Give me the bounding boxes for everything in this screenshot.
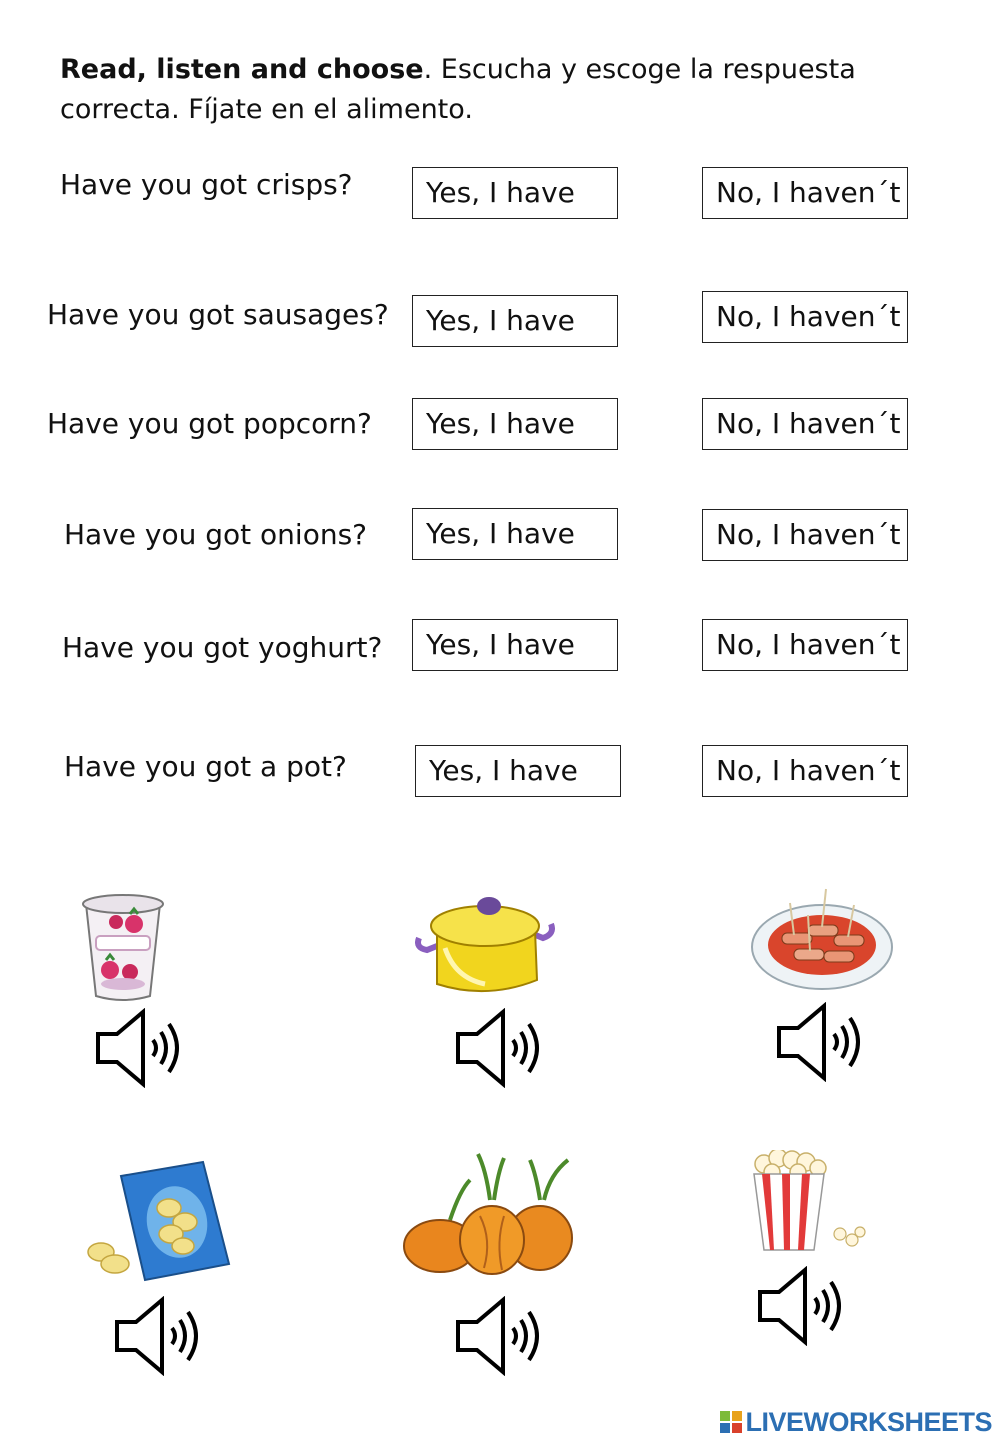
- answer-no-pot[interactable]: No, I haven´t: [702, 745, 908, 797]
- sausages-icon: [750, 885, 895, 995]
- answer-no-popcorn[interactable]: No, I haven´t: [702, 398, 908, 450]
- answer-yes-crisps[interactable]: Yes, I have: [412, 167, 618, 219]
- pot-icon: [415, 888, 555, 1000]
- question-sausages: Have you got sausages?: [47, 298, 389, 331]
- yoghurt-icon: [78, 892, 168, 1004]
- answer-yes-yoghurt[interactable]: Yes, I have: [412, 619, 618, 671]
- logo-mark-icon: [720, 1411, 742, 1433]
- speaker-icon-yoghurt[interactable]: [95, 1008, 185, 1088]
- question-popcorn: Have you got popcorn?: [47, 407, 372, 440]
- question-pot: Have you got a pot?: [64, 750, 347, 783]
- question-crisps: Have you got crisps?: [60, 168, 353, 201]
- answer-no-onions[interactable]: No, I haven´t: [702, 509, 908, 561]
- speaker-icon-onions[interactable]: [455, 1296, 545, 1376]
- liveworksheets-logo[interactable]: [720, 1407, 992, 1437]
- answer-no-crisps[interactable]: No, I haven´t: [702, 167, 908, 219]
- crisps-icon: [85, 1160, 233, 1282]
- answer-no-sausages[interactable]: No, I haven´t: [702, 291, 908, 343]
- answer-yes-pot[interactable]: Yes, I have: [415, 745, 621, 797]
- answer-yes-onions[interactable]: Yes, I have: [412, 508, 618, 560]
- speaker-icon-pot[interactable]: [455, 1008, 545, 1088]
- answer-no-yoghurt[interactable]: No, I haven´t: [702, 619, 908, 671]
- speaker-icon-sausages[interactable]: [776, 1002, 866, 1082]
- speaker-icon-crisps[interactable]: [114, 1296, 204, 1376]
- instructions-text: . Escucha y escoge la respuesta correcta. Fíjate en el alimento.: [60, 54, 856, 125]
- speaker-icon-popcorn[interactable]: [757, 1266, 847, 1346]
- answer-yes-sausages[interactable]: Yes, I have: [412, 295, 618, 347]
- instructions-bold: Read, listen and choose: [60, 54, 424, 85]
- popcorn-icon: [748, 1150, 870, 1255]
- question-yoghurt: Have you got yoghurt?: [62, 631, 383, 664]
- question-onions: Have you got onions?: [64, 518, 368, 551]
- onions-icon: [400, 1150, 575, 1280]
- answer-yes-popcorn[interactable]: Yes, I have: [412, 398, 618, 450]
- instructions: [60, 50, 860, 130]
- logo-text: LIVEWORKSHEETS: [745, 1406, 992, 1437]
